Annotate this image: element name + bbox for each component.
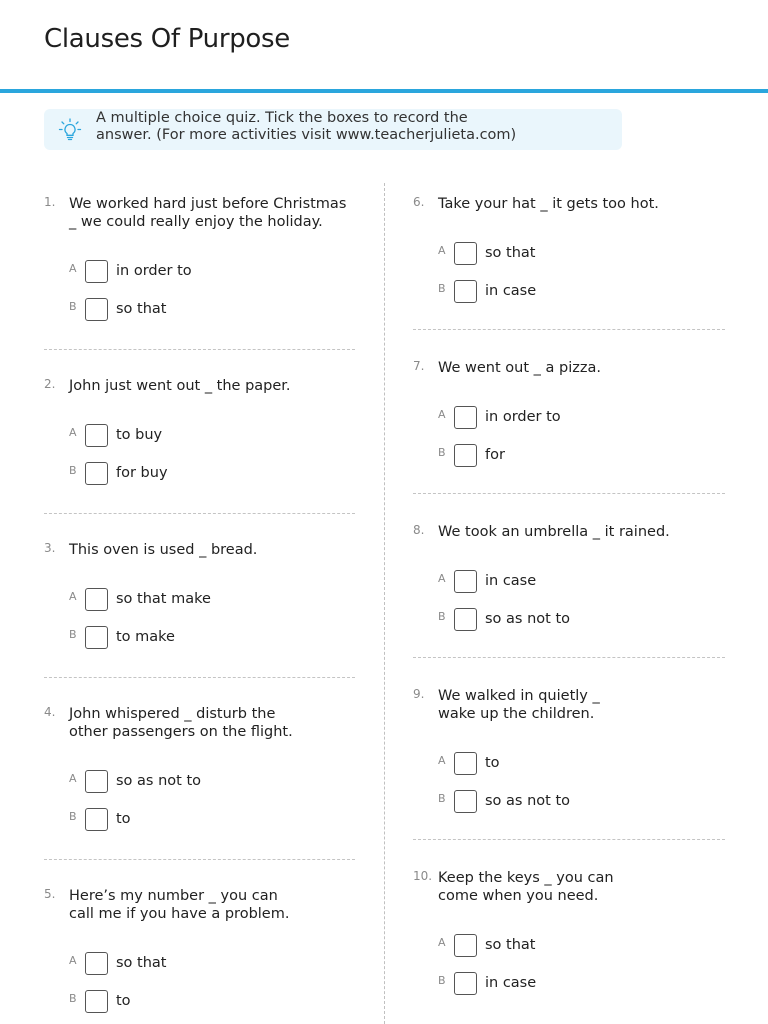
option-letter: A	[69, 262, 77, 275]
question-text: Keep the keys _ you can come when you need.	[438, 870, 614, 904]
question-separator	[44, 513, 355, 514]
answer-checkbox[interactable]	[454, 790, 477, 813]
page-header	[0, 0, 768, 94]
option-label: so as not to	[116, 773, 201, 789]
answer-checkbox[interactable]	[454, 752, 477, 775]
option-b[interactable]	[384, 280, 684, 306]
answer-checkbox[interactable]	[85, 298, 108, 321]
option-a[interactable]	[384, 406, 684, 432]
option-label: to	[116, 811, 131, 827]
option-label: in case	[485, 975, 537, 991]
answer-checkbox[interactable]	[85, 952, 108, 975]
question-number: 7.	[413, 359, 425, 373]
option-label: so that	[485, 937, 536, 953]
option-label: for	[485, 447, 505, 463]
option-a[interactable]	[384, 934, 684, 960]
question-text: Here’s my number _ you can call me if you have a problem.	[69, 888, 290, 922]
question-number: 5.	[44, 887, 56, 901]
option-a[interactable]	[0, 952, 300, 978]
question-text: John just went out _ the paper.	[69, 378, 291, 394]
option-letter: B	[438, 792, 446, 805]
option-label: in order to	[116, 263, 192, 279]
option-label: so that make	[116, 591, 211, 607]
question-separator	[413, 329, 725, 330]
page-title: Clauses Of Purpose	[44, 24, 290, 54]
option-label: to make	[116, 629, 175, 645]
question-number: 4.	[44, 705, 56, 719]
answer-checkbox[interactable]	[85, 990, 108, 1013]
answer-checkbox[interactable]	[85, 770, 108, 793]
option-letter: B	[438, 610, 446, 623]
question-separator	[44, 677, 355, 678]
option-letter: A	[69, 590, 77, 603]
question-separator	[44, 349, 355, 350]
question-separator	[413, 839, 725, 840]
option-letter: B	[69, 628, 77, 641]
option-label: to	[485, 755, 500, 771]
option-letter: A	[438, 408, 446, 421]
answer-checkbox[interactable]	[454, 242, 477, 265]
option-label: to	[116, 993, 131, 1009]
option-letter: A	[438, 572, 446, 585]
option-a[interactable]	[384, 752, 684, 778]
option-letter: B	[438, 282, 446, 295]
option-letter: B	[69, 992, 77, 1005]
question-number: 2.	[44, 377, 56, 391]
option-letter: B	[438, 974, 446, 987]
lightbulb-icon	[57, 117, 83, 143]
column-divider	[384, 183, 385, 1024]
option-label: so as not to	[485, 611, 570, 627]
option-b[interactable]	[0, 990, 300, 1016]
option-letter: B	[438, 446, 446, 459]
option-a[interactable]	[0, 588, 300, 614]
option-letter: B	[69, 464, 77, 477]
question-number: 3.	[44, 541, 56, 555]
option-b[interactable]	[0, 808, 300, 834]
answer-checkbox[interactable]	[454, 280, 477, 303]
question-text: John whispered _ disturb the other passengers on the flight.	[69, 706, 293, 740]
option-label: in case	[485, 573, 537, 589]
option-letter: A	[69, 426, 77, 439]
option-letter: A	[438, 754, 446, 767]
answer-checkbox[interactable]	[454, 406, 477, 429]
option-label: in order to	[485, 409, 561, 425]
option-b[interactable]	[0, 626, 300, 652]
option-letter: B	[69, 810, 77, 823]
answer-checkbox[interactable]	[454, 444, 477, 467]
option-label: to buy	[116, 427, 163, 443]
answer-checkbox[interactable]	[85, 588, 108, 611]
answer-checkbox[interactable]	[85, 808, 108, 831]
answer-checkbox[interactable]	[85, 626, 108, 649]
question-number: 8.	[413, 523, 425, 537]
question-text: We went out _ a pizza.	[438, 360, 601, 376]
instructions-box	[44, 109, 622, 150]
question-number: 9.	[413, 687, 425, 701]
question-separator	[413, 657, 725, 658]
option-letter: A	[438, 244, 446, 257]
answer-checkbox[interactable]	[454, 608, 477, 631]
question-number: 1.	[44, 195, 56, 209]
option-b[interactable]	[384, 444, 684, 470]
answer-checkbox[interactable]	[454, 570, 477, 593]
option-a[interactable]	[384, 242, 684, 268]
option-a[interactable]	[0, 260, 300, 286]
question-separator	[44, 859, 355, 860]
answer-checkbox[interactable]	[454, 934, 477, 957]
answer-checkbox[interactable]	[85, 424, 108, 447]
option-a[interactable]	[0, 770, 300, 796]
option-letter: B	[69, 300, 77, 313]
question-text: We took an umbrella _ it rained.	[438, 524, 670, 540]
option-letter: A	[69, 772, 77, 785]
option-b[interactable]	[384, 790, 684, 816]
option-b[interactable]	[384, 972, 684, 998]
answer-checkbox[interactable]	[85, 462, 108, 485]
question-text: Take your hat _ it gets too hot.	[438, 196, 659, 212]
question-separator	[413, 493, 725, 494]
header-rule	[0, 89, 768, 93]
answer-checkbox[interactable]	[454, 972, 477, 995]
option-a[interactable]	[384, 570, 684, 596]
answer-checkbox[interactable]	[85, 260, 108, 283]
question-text: We walked in quietly _ wake up the children.	[438, 688, 600, 722]
option-b[interactable]	[0, 462, 300, 488]
option-b[interactable]	[0, 298, 300, 324]
option-label: so that	[116, 955, 167, 971]
question-text: We worked hard just before Christmas _ we could really enjoy the holiday.	[69, 196, 347, 230]
question-number: 10.	[413, 869, 433, 883]
option-label: so as not to	[485, 793, 570, 809]
option-label: for buy	[116, 465, 168, 481]
option-letter: A	[438, 936, 446, 949]
option-b[interactable]	[384, 608, 684, 634]
option-letter: A	[69, 954, 77, 967]
option-label: so that	[485, 245, 536, 261]
option-label: in case	[485, 283, 537, 299]
instructions-text: A multiple choice quiz. Tick the boxes to record the answer. (For more activities visit www.teacherjulieta.com)	[96, 110, 517, 143]
question-number: 6.	[413, 195, 425, 209]
option-label: so that	[116, 301, 167, 317]
question-text: This oven is used _ bread.	[69, 542, 258, 558]
option-a[interactable]	[0, 424, 300, 450]
